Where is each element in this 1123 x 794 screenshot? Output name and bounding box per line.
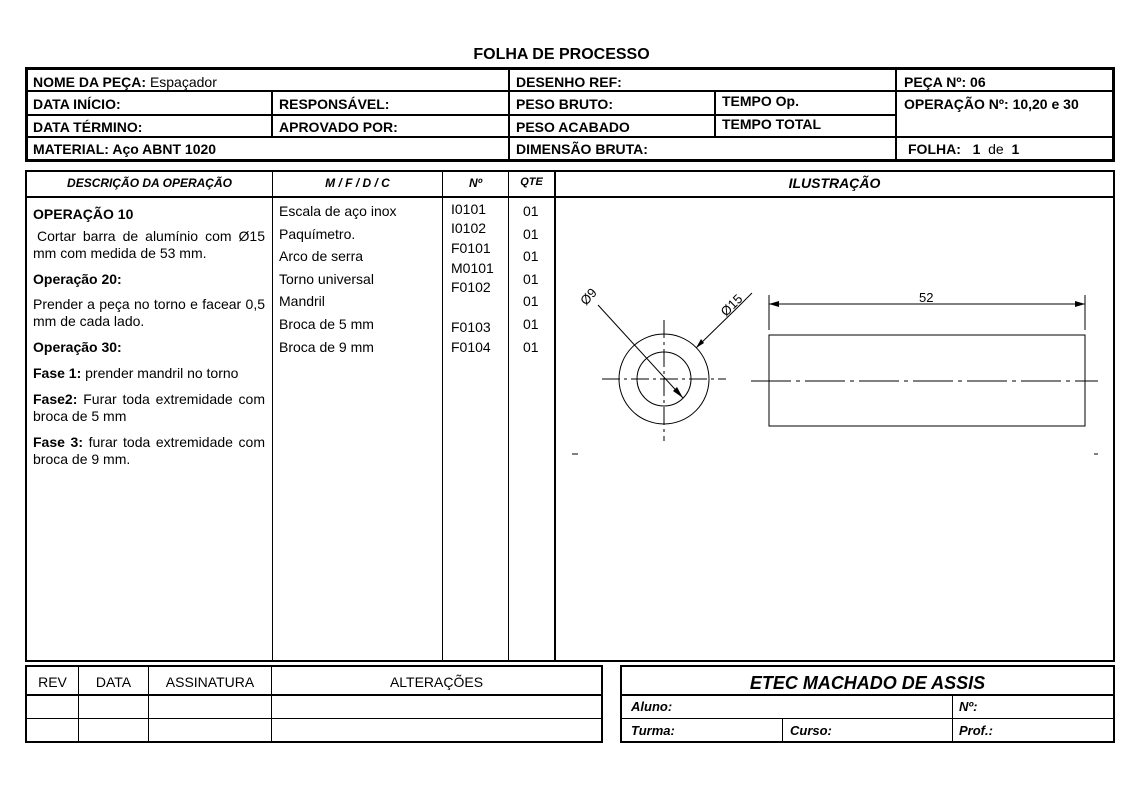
date-header: DATA [95,674,132,690]
tool-qty: 01 [523,316,539,332]
signature-header: ASSINATURA [165,674,255,690]
tool-item: Torno universal [279,271,374,287]
tool-item: Escala de aço inox [279,203,397,219]
tool-qty: 01 [523,226,539,242]
tool-code: F0101 [451,240,491,256]
changes-header: ALTERAÇÕES [389,674,484,690]
school-name: ETEC MACHADO DE ASSIS [749,673,986,693]
fase2: Fase2: Furar toda extremidade com broca de 5 mm [33,391,266,424]
tool-item: Mandril [279,293,325,309]
raw-dimension-label: DIMENSÃO BRUTA: [516,141,648,157]
approved-by-label: APROVADO POR: [279,119,398,135]
tool-qty: 01 [523,248,539,264]
op10-text: Cortar barra de alumínio com Ø15 mm com medida de 53 mm. [33,228,265,261]
part-name-field: NOME DA PEÇA: Espaçador [33,74,217,90]
operation-number-field: OPERAÇÃO Nº: 10,20 e 30 [904,96,1079,112]
op-time-label: TEMPO Op. [722,93,799,109]
tool-qty: 01 [523,203,539,219]
student-label: Aluno: [631,699,673,714]
tool-code: I0101 [451,201,487,217]
number-label: Nº: [959,699,978,714]
dim-length: 52 [919,290,934,305]
teacher-label: Prof.: [959,723,993,738]
col-header-qte: QTE [520,176,543,188]
tool-code: F0103 [451,319,491,335]
course-label: Curso: [790,723,832,738]
col-header-illustration: ILUSTRAÇÃO [788,175,881,191]
dim-outer-diameter: Ø15 [717,291,746,320]
op20-title: Operação 20: [33,271,122,287]
col-header-number: Nº [468,176,483,190]
class-label: Turma: [631,723,675,738]
tool-code: F0104 [451,339,491,355]
total-time-label: TEMPO TOTAL [722,116,822,132]
tool-code: F0102 [451,279,491,295]
dim-inner-diameter: Ø9 [577,285,600,309]
page-title: FOLHA DE PROCESSO [473,46,650,63]
col-header-description: DESCRIÇÃO DA OPERAÇÃO [67,176,232,190]
tool-qty: 01 [523,339,539,355]
gross-weight-label: PESO BRUTO: [516,96,613,112]
technical-drawing [556,198,1112,660]
sheet-field: FOLHA: 1 de 1 [908,141,1020,157]
rev-header: REV [38,674,67,690]
tool-item: Arco de serra [279,248,364,264]
fase1: Fase 1: prender mandril no torno [33,365,239,381]
fase3: Fase 3: furar toda extremidade com broca de 9 mm. [33,434,265,467]
op10-title: OPERAÇÃO 10 [33,206,134,222]
tool-qty: 01 [523,271,539,287]
finished-weight-label: PESO ACABADO [516,119,630,135]
op30-title: Operação 30: [33,339,122,355]
operation-description [33,206,265,468]
end-date-label: DATA TÉRMINO: [33,119,143,135]
drawing-ref-label: DESENHO REF: [516,74,622,90]
material-field: MATERIAL: Aço ABNT 1020 [33,141,217,157]
tool-code: M0101 [451,260,494,276]
part-name-value: Espaçador [149,74,217,90]
tool-item: Broca de 9 mm [279,339,374,355]
col-header-mfdc: M / F / D / C [325,176,390,190]
op20-text: Prender a peça no torno e facear 0,5 mm de cada lado. [33,296,265,329]
tool-item: Broca de 5 mm [279,316,374,332]
tool-qty: 01 [523,293,539,309]
tool-item: Paquímetro. [279,226,356,242]
responsible-label: RESPONSÁVEL: [279,96,390,112]
tool-code: I0102 [451,220,487,236]
part-number-field: PEÇA Nº: 06 [904,74,986,90]
start-date-label: DATA INÍCIO: [33,96,121,112]
